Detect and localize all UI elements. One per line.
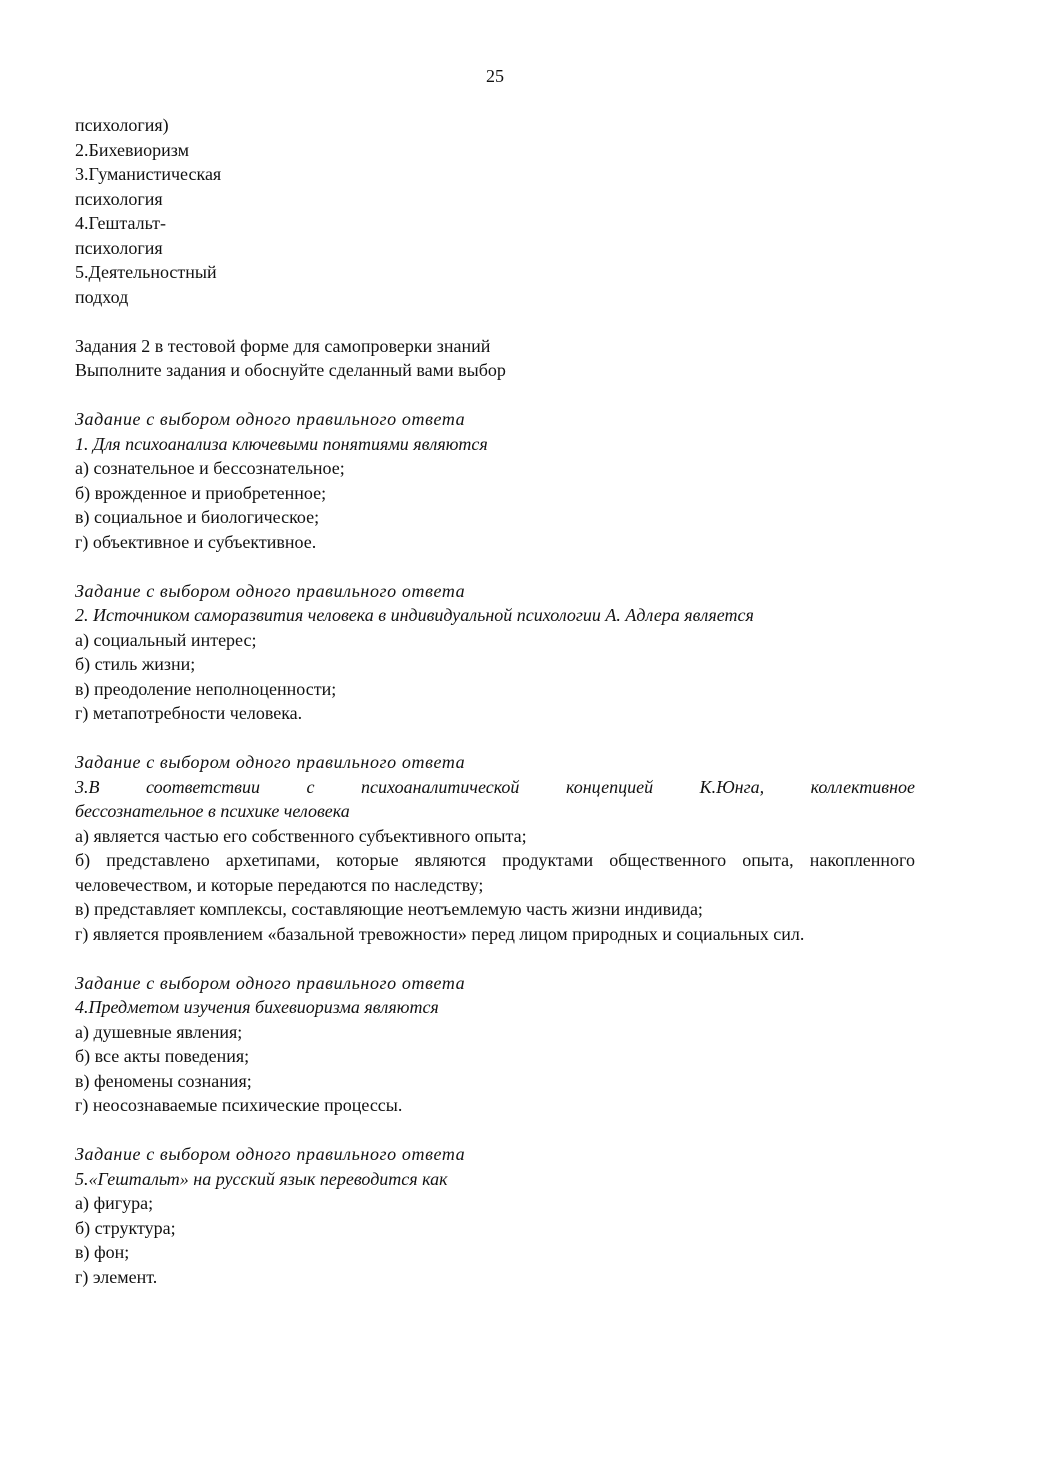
list-item: психология bbox=[75, 237, 163, 258]
answer-option: а) душевные явления; bbox=[75, 1021, 243, 1042]
answer-option: б) все акты поведения; bbox=[75, 1046, 250, 1066]
list-item: 5.Деятельностный bbox=[75, 262, 217, 282]
task-question: 1. Для психоанализа ключевыми понятиями являются bbox=[75, 433, 488, 454]
list-item: 2.Бихевиоризм bbox=[75, 139, 190, 160]
answer-option: в) представляет комплексы, составляющие неотъемлемую часть жизни индивида; bbox=[75, 899, 703, 919]
answer-option: в) феномены сознания; bbox=[75, 1070, 252, 1091]
task-question-continued: бессознательное в психике человека bbox=[75, 801, 350, 821]
answer-option: а) сознательное и бессознательное; bbox=[75, 458, 345, 478]
answer-option: а) фигура; bbox=[75, 1193, 154, 1213]
list-item: психология) bbox=[75, 115, 169, 135]
list-item: подход bbox=[75, 286, 129, 307]
task-type-label: Задание с выбором одного правильного ответа bbox=[75, 409, 466, 429]
answer-option: б) врожденное и приобретенное; bbox=[75, 482, 327, 503]
task-type-label: Задание с выбором одного правильного ответа bbox=[75, 1144, 466, 1164]
task-4 bbox=[75, 971, 915, 1118]
answer-option: в) социальное и биологическое; bbox=[75, 507, 320, 527]
answer-option: г) является проявлением «базальной тревожности» перед лицом природных и социальных сил. bbox=[75, 923, 805, 944]
answer-option: б) представлено архетипами, которые являются продуктами общественного опыта, накопленного человечеством, и которые передаются по наследству; bbox=[75, 850, 915, 895]
answer-option: г) метапотребности человека. bbox=[75, 703, 303, 723]
answer-option: в) фон; bbox=[75, 1242, 130, 1262]
task-type-label: Задание с выбором одного правильного ответа bbox=[75, 972, 466, 993]
list-item: психология bbox=[75, 188, 163, 209]
task-question: 4.Предметом изучения бихевиоризма являются bbox=[75, 997, 439, 1017]
task-type-label: Задание с выбором одного правильного ответа bbox=[75, 580, 466, 601]
answer-option: г) элемент. bbox=[75, 1266, 158, 1287]
task-5 bbox=[75, 1142, 915, 1289]
task-3 bbox=[75, 750, 915, 946]
answer-option: г) неосознаваемые психические процессы. bbox=[75, 1095, 403, 1115]
section-instruction: Выполните задания и обоснуйте сделанный вами выбор bbox=[75, 360, 506, 380]
task-question: 2. Источником саморазвития человека в индивидуальной психологии А. Адлера является bbox=[75, 605, 754, 625]
list-item: 4.Гештальт- bbox=[75, 213, 166, 233]
answer-option: б) структура; bbox=[75, 1217, 176, 1238]
list-item: 3.Гуманистическая bbox=[75, 164, 222, 184]
top-list bbox=[75, 113, 915, 309]
task-1 bbox=[75, 407, 915, 554]
task-type-label: Задание с выбором одного правильного ответа bbox=[75, 752, 466, 772]
answer-option: а) социальный интерес; bbox=[75, 629, 257, 650]
page-content bbox=[75, 113, 915, 1289]
answer-option: б) стиль жизни; bbox=[75, 654, 196, 674]
task-question: 3.В соответствии с психоаналитической концепцией К.Юнга, коллективное bbox=[75, 776, 915, 797]
answer-option: а) является частью его собственного субъективного опыта; bbox=[75, 825, 527, 846]
page-number: 25 bbox=[486, 66, 504, 86]
answer-option: в) преодоление неполноценности; bbox=[75, 678, 337, 699]
task-2 bbox=[75, 579, 915, 726]
answer-option: г) объективное и субъективное. bbox=[75, 531, 317, 552]
task-question: 5.«Гештальт» на русский язык переводится как bbox=[75, 1168, 448, 1189]
section-title: Задания 2 в тестовой форме для самопроверки знаний bbox=[75, 335, 491, 356]
